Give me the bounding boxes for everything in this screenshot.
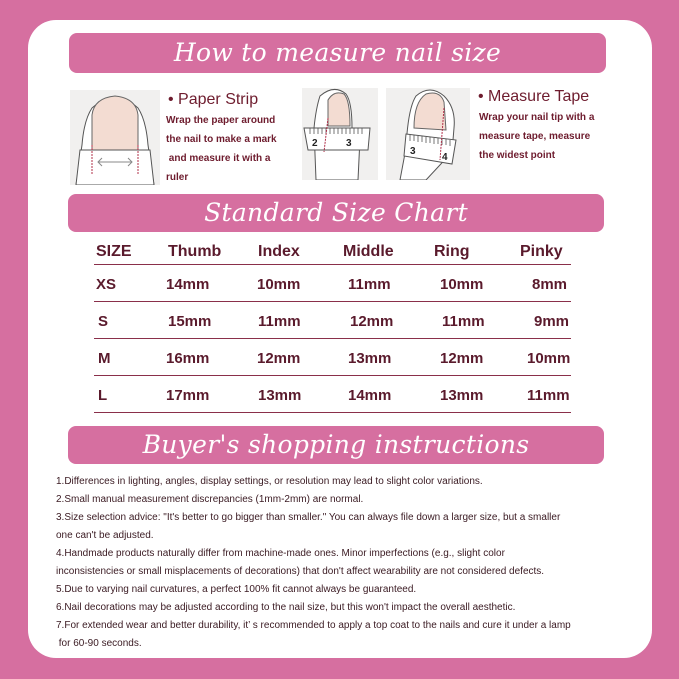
- instruction-item: 6.Nail decorations may be adjusted according to the nail size, but this won't impact the overall aesthetic.: [56, 602, 516, 613]
- instruction-item: 5.Due to varying nail curvatures, a perfect 100% fit cannot always be guaranteed.: [56, 584, 417, 595]
- desc-line: the widest point: [479, 150, 556, 161]
- instruction-item: inconsistencies or small misplacements of decorations) that don't affect wearability are not considered defects.: [56, 566, 545, 577]
- table-row: [94, 302, 571, 339]
- desc-line: Wrap your nail tip with a: [479, 112, 595, 123]
- cell-size: XS: [96, 276, 117, 293]
- desc-line: ruler: [166, 172, 189, 183]
- col-header-pinky: Pinky: [520, 243, 563, 260]
- instruction-item: 4.Handmade products naturally differ from machine-made ones. Minor imperfections (e.g., slight color: [56, 548, 505, 559]
- cell-middle: 12mm: [350, 313, 394, 330]
- desc-line: and measure it with a: [166, 153, 271, 164]
- instruction-item: for 60-90 seconds.: [56, 638, 142, 649]
- banner-title: Buyer's shopping instructions: [142, 430, 530, 459]
- table-row: [94, 376, 571, 413]
- cell-middle: 13mm: [348, 350, 392, 367]
- banner-standard-size-chart: [68, 194, 604, 232]
- cell-size: M: [98, 350, 111, 367]
- measure-tape-title: • Measure Tape: [478, 88, 590, 105]
- svg-text:2: 2: [312, 138, 318, 149]
- instruction-item: 2.Small manual measurement discrepancies (1mm-2mm) are normal.: [56, 494, 364, 505]
- cell-middle: 14mm: [348, 387, 392, 404]
- desc-line: Wrap the paper around: [166, 115, 276, 126]
- table-row: [94, 265, 571, 302]
- instructions-list: [56, 473, 646, 653]
- banner-title: Standard Size Chart: [204, 198, 468, 227]
- cell-pinky: 9mm: [534, 313, 570, 330]
- instruction-item: 7.For extended wear and better durability, it’ s recommended to apply a top coat to the nails and cure it under a lamp: [56, 620, 571, 631]
- col-header-index: Index: [258, 243, 300, 260]
- measure-tape-illustration-1: [302, 88, 378, 180]
- instruction-item: one can't be adjusted.: [56, 530, 154, 541]
- cell-index: 12mm: [257, 350, 301, 367]
- finger-tape-icon: [386, 88, 470, 180]
- banner-title: How to measure nail size: [173, 38, 502, 67]
- cell-thumb: 15mm: [168, 313, 212, 330]
- paper-strip-description: [166, 111, 277, 187]
- cell-ring: 10mm: [440, 276, 484, 293]
- desc-line: the nail to make a mark: [166, 134, 277, 145]
- cell-index: 11mm: [258, 313, 301, 330]
- banner-buyer-instructions: [68, 426, 604, 464]
- cell-size: S: [98, 313, 109, 330]
- instruction-item: 1.Differences in lighting, angles, display settings, or resolution may lead to slight color variations.: [56, 476, 483, 487]
- paper-strip-illustration: [70, 90, 160, 185]
- table-header-row: [94, 240, 571, 265]
- col-header-middle: Middle: [343, 243, 394, 260]
- svg-text:3: 3: [410, 146, 416, 157]
- col-header-thumb: Thumb: [168, 243, 222, 260]
- paper-strip-title: • Paper Strip: [168, 91, 259, 108]
- cell-thumb: 17mm: [166, 387, 210, 404]
- table-row: [94, 339, 571, 376]
- svg-text:4: 4: [442, 152, 448, 163]
- measure-tape-description: [479, 108, 594, 165]
- cell-size: L: [98, 387, 108, 404]
- cell-ring: 11mm: [442, 313, 485, 330]
- finger-paper-strip-icon: [70, 90, 160, 185]
- finger-tape-icon: [302, 88, 378, 180]
- cell-index: 10mm: [257, 276, 301, 293]
- cell-pinky: 10mm: [527, 350, 571, 367]
- instruction-item: 3.Size selection advice: "It's better to go bigger than smaller." You can always file down a larger size, but a smaller: [56, 512, 561, 523]
- cell-pinky: 11mm: [527, 387, 570, 404]
- svg-text:3: 3: [346, 138, 352, 149]
- desc-line: measure tape, measure: [479, 131, 591, 142]
- cell-pinky: 8mm: [532, 276, 568, 293]
- cell-thumb: 16mm: [166, 350, 210, 367]
- cell-index: 13mm: [258, 387, 302, 404]
- col-header-ring: Ring: [434, 243, 470, 260]
- banner-how-to-measure: [69, 33, 606, 73]
- measure-tape-illustration-2: [386, 88, 470, 180]
- cell-ring: 13mm: [440, 387, 484, 404]
- col-header-size: SIZE: [96, 243, 132, 260]
- cell-middle: 11mm: [348, 276, 391, 293]
- size-chart-table: [94, 240, 579, 413]
- cell-ring: 12mm: [440, 350, 484, 367]
- cell-thumb: 14mm: [166, 276, 210, 293]
